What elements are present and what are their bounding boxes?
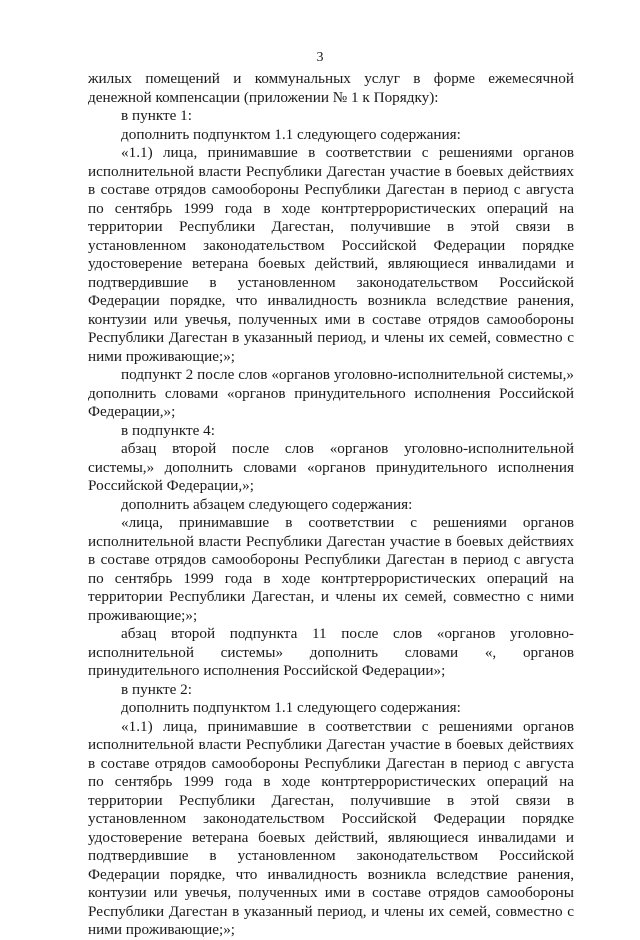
paragraph-point-2-heading: в пункте 2: (121, 680, 192, 698)
page-number: 3 (316, 50, 324, 65)
paragraph-point-1-heading: в пункте 1: (121, 107, 192, 124)
paragraph-subpoint-4-amendment: абзац второй после слов «органов уголовно-исполнительной системы,» дополнить словами «органов принудительного исполнения Российской Федерации,»; (88, 440, 574, 494)
paragraph-add-abzac: дополнить абзацем следующего содержания: (121, 495, 413, 513)
paragraph-subpoint-11-amendment: абзац второй подпункта 11 после слов «органов уголовно-исполнительной системы» дополнить словами «, органов принудительного исполнения Российской Федерации»; (88, 625, 574, 679)
paragraph-subpoint-1-1-text: «1.1) лица, принимавшие в соответствии с решениями органов исполнительной власти Республики Дагестан участие в боевых действиях в составе отрядов самообороны Республики Дагестан в период с августа по сентябрь 1999 года в ходе контртеррористических операций на территории Республики Дагестан, получившие в этой связи в установленном законодательством Российской Федерации порядке удостоверение ветерана боевых действий, являющиеся инвалидами и подтвердившие в установленном законодательством Российской Федерации порядке, что инвалидность возникла вследствие ранения, контузии или увечья, полученных ими в составе отрядов самообороны Республики Дагестан в указанный период, и члены их семей, совместно с ними проживающие;»; (88, 144, 574, 365)
paragraph-continuation: жилых помещений и коммунальных услуг в форме ежемесячной денежной компенсации (приложении № 1 к Порядку): (88, 70, 574, 106)
paragraph-add-subpoint-1-1: дополнить подпунктом 1.1 следующего содержания: (121, 125, 461, 143)
paragraph-subpoint-1-1-text-second: «1.1) лица, принимавшие в соответствии с решениями органов исполнительной власти Республики Дагестан участие в боевых действиях в составе отрядов самообороны Республики Дагестан в период с августа по сентябрь 1999 года в ходе контртеррористических операций на территории Республики Дагестан, получившие в этой связи в установленном законодательством Российской Федерации порядке удостоверение ветерана боевых действий, являющиеся инвалидами и подтвердившие в установленном законодательством Российской Федерации порядке, что инвалидность возникла вследствие ранения, контузии или увечья, полученных ими в составе отрядов самообороны Республики Дагестан в указанный период, и члены их семей, совместно с ними проживающие;»; (88, 717, 574, 938)
document-body (88, 70, 574, 940)
paragraph-subpoint-4-heading: в подпункте 4: (121, 421, 215, 439)
paragraph-add-subpoint-1-1-second: дополнить подпунктом 1.1 следующего содержания: (121, 699, 461, 716)
paragraph-subpoint-2-amendment: подпункт 2 после слов «органов уголовно-исполнительной системы,» дополнить словами «органов принудительного исполнения Российской Федерации,»; (88, 366, 574, 420)
paragraph-abzac-text: «лица, принимавшие в соответствии с решениями органов исполнительной власти Республики Дагестан участие в боевых действиях в составе отрядов самообороны Республики Дагестан в период с августа по сентябрь 1999 года в ходе контртеррористических операций на территории Республики Дагестан, и члены их семей, совместно с ними проживающие;»; (88, 514, 574, 624)
